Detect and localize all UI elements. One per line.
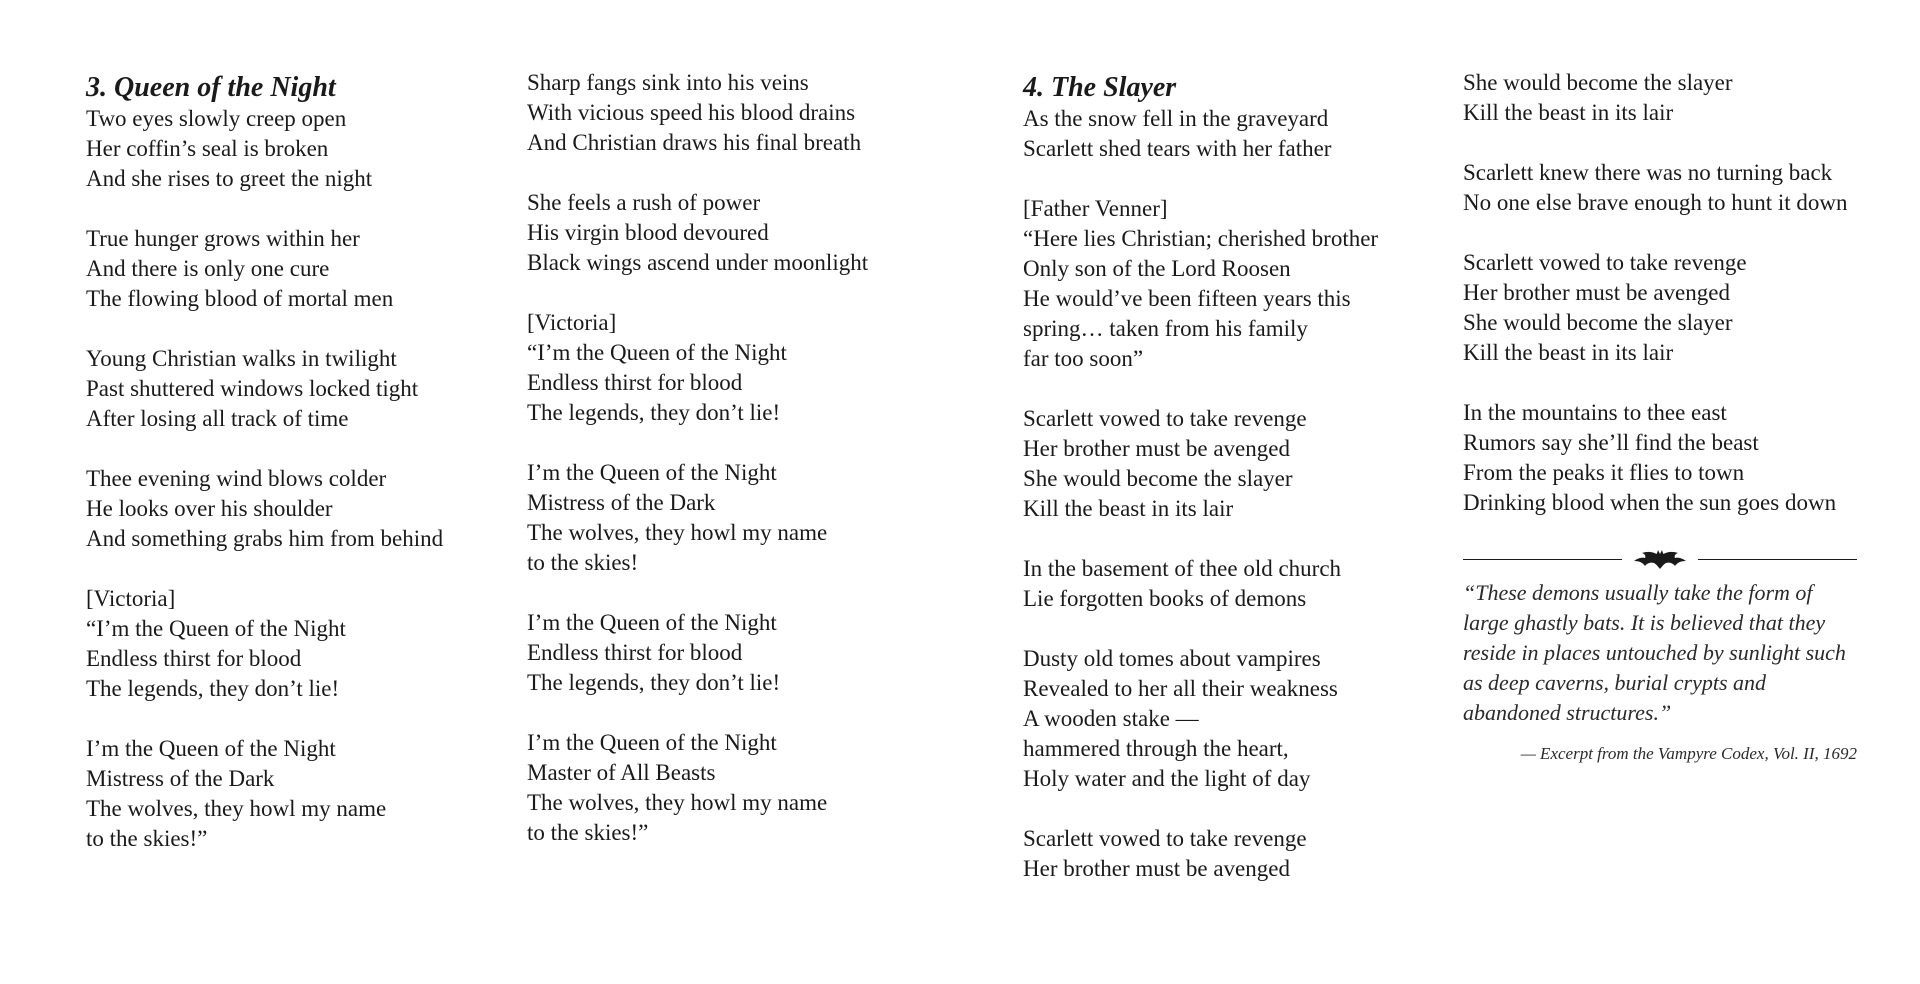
stanza: [86, 224, 516, 314]
song4-col3-stanzas: [1023, 104, 1453, 884]
song3-column-1: [86, 68, 516, 884]
lyric-line: Scarlett knew there was no turning back: [1463, 160, 1833, 185]
lyric-line: I’m the Queen of the Night: [86, 736, 336, 761]
stanza: [1023, 554, 1453, 614]
lyric-line: Past shuttered windows locked tight: [86, 376, 419, 401]
stanza: [1463, 248, 1883, 368]
lyric-line: I’m the Queen of the Night: [527, 610, 777, 635]
divider-rule-right: [1698, 559, 1857, 560]
lyric-line: Thee evening wind blows colder: [86, 466, 387, 491]
lyric-line: A wooden stake —: [1023, 706, 1199, 731]
song4-title: 4. The Slayer: [1023, 72, 1177, 103]
lyric-line: The legends, they don’t lie!: [86, 676, 340, 701]
lyric-line: [Victoria]: [86, 586, 176, 611]
lyric-line: The legends, they don’t lie!: [527, 670, 781, 695]
lyric-line: And something grabs him from behind: [86, 526, 444, 551]
stanza: [527, 308, 957, 428]
quote-attribution: — Excerpt from the Vampyre Codex, Vol. II, 1692: [1520, 744, 1857, 763]
lyric-line: Endless thirst for blood: [86, 646, 302, 671]
song3-col1-stanzas: [86, 104, 516, 854]
bat-icon: [1632, 548, 1688, 570]
quote-line: reside in places untouched by sunlight such: [1463, 640, 1846, 665]
lyric-line: Only son of the Lord Roosen: [1023, 256, 1291, 281]
stanza: [527, 458, 957, 578]
lyric-line: “Here lies Christian; cherished brother: [1023, 226, 1379, 251]
lyric-line: Kill the beast in its lair: [1023, 496, 1234, 521]
lyric-line: Young Christian walks in twilight: [86, 346, 397, 371]
quote-line: “These demons usually take the form of: [1463, 580, 1813, 605]
stanza: [1463, 68, 1883, 128]
lyric-line: Scarlett vowed to take revenge: [1023, 826, 1307, 851]
lyric-line: I’m the Queen of the Night: [527, 730, 777, 755]
lyric-line: I’m the Queen of the Night: [527, 460, 777, 485]
stanza: [527, 68, 957, 158]
lyric-line: The legends, they don’t lie!: [527, 400, 781, 425]
lyric-line: Revealed to her all their weakness: [1023, 676, 1338, 701]
lyric-line: From the peaks it flies to town: [1463, 460, 1745, 485]
lyric-line: No one else brave enough to hunt it down: [1463, 190, 1848, 215]
lyric-line: The wolves, they howl my name: [527, 790, 828, 815]
lyric-line: Drinking blood when the sun goes down: [1463, 490, 1837, 515]
song4-column-1: [1023, 68, 1453, 914]
lyric-line: In the basement of thee old church: [1023, 556, 1342, 581]
stanza: [86, 104, 516, 194]
lyric-line: He looks over his shoulder: [86, 496, 333, 521]
lyric-line: The wolves, they howl my name: [86, 796, 387, 821]
lyric-line: Scarlett vowed to take revenge: [1023, 406, 1307, 431]
stanza: [86, 734, 516, 854]
stanza: [527, 608, 957, 698]
lyric-line: Her brother must be avenged: [1023, 856, 1290, 881]
lyric-line: And she rises to greet the night: [86, 166, 373, 191]
stanza: [1463, 158, 1883, 218]
lyric-line: “I’m the Queen of the Night: [527, 340, 787, 365]
lyric-line: Her brother must be avenged: [1023, 436, 1290, 461]
divider-rule-left: [1463, 559, 1622, 560]
lyric-line: Lie forgotten books of demons: [1023, 586, 1307, 611]
lyric-line: [Father Venner]: [1023, 196, 1168, 221]
lyric-line: to the skies!”: [86, 826, 208, 851]
lyric-line: Two eyes slowly creep open: [86, 106, 347, 131]
stanza: [86, 584, 516, 704]
stanza: [1023, 824, 1453, 884]
song3-col2-stanzas: [527, 68, 957, 848]
lyric-line: Mistress of the Dark: [527, 490, 716, 515]
lyric-line: Scarlett vowed to take revenge: [1463, 250, 1747, 275]
lyric-line: Scarlett shed tears with her father: [1023, 136, 1332, 161]
lyric-line: She would become the slayer: [1023, 466, 1293, 491]
lyric-line: Mistress of the Dark: [86, 766, 275, 791]
lyric-line: to the skies!: [527, 550, 639, 575]
lyric-line: Master of All Beasts: [527, 760, 716, 785]
lyric-line: As the snow fell in the graveyard: [1023, 106, 1329, 131]
lyric-line: Holy water and the light of day: [1023, 766, 1311, 791]
divider-ornament: [1463, 548, 1857, 570]
stanza: [86, 464, 516, 554]
lyric-line: Her coffin’s seal is broken: [86, 136, 329, 161]
quote-line: abandoned structures.”: [1463, 700, 1672, 725]
stanza: [1023, 194, 1453, 374]
codex-quote: [1463, 578, 1863, 728]
song3-column-2: [527, 68, 957, 878]
lyric-line: The flowing blood of mortal men: [86, 286, 394, 311]
lyric-line: hammered through the heart,: [1023, 736, 1289, 761]
stanza: [527, 728, 957, 848]
song4-column-2: [1463, 68, 1883, 766]
stanza: [1463, 398, 1883, 518]
lyric-line: Kill the beast in its lair: [1463, 340, 1674, 365]
lyric-line: With vicious speed his blood drains: [527, 100, 856, 125]
quote-line: as deep caverns, burial crypts and: [1463, 670, 1767, 695]
song4-col4-stanzas: [1463, 68, 1883, 518]
lyric-line: Dusty old tomes about vampires: [1023, 646, 1321, 671]
lyric-line: far too soon”: [1023, 346, 1144, 371]
lyric-line: And Christian draws his final breath: [527, 130, 862, 155]
lyric-line: Rumors say she’ll find the beast: [1463, 430, 1759, 455]
song3-title: 3. Queen of the Night: [86, 72, 336, 103]
lyric-line: He would’ve been fifteen years this: [1023, 286, 1351, 311]
lyric-line: And there is only one cure: [86, 256, 330, 281]
lyric-line: She would become the slayer: [1463, 310, 1733, 335]
stanza: [527, 188, 957, 278]
stanza: [1023, 104, 1453, 164]
lyric-line: Kill the beast in its lair: [1463, 100, 1674, 125]
lyric-line: His virgin blood devoured: [527, 220, 769, 245]
lyric-line: Endless thirst for blood: [527, 640, 743, 665]
lyric-line: “I’m the Queen of the Night: [86, 616, 346, 641]
lyric-line: [Victoria]: [527, 310, 617, 335]
quote-line: large ghastly bats. It is believed that they: [1463, 610, 1826, 635]
lyric-line: Black wings ascend under moonlight: [527, 250, 869, 275]
lyric-line: Endless thirst for blood: [527, 370, 743, 395]
stanza: [1023, 404, 1453, 524]
lyric-line: She would become the slayer: [1463, 70, 1733, 95]
stanza: [1023, 644, 1453, 794]
lyric-line: to the skies!”: [527, 820, 649, 845]
lyric-line: Sharp fangs sink into his veins: [527, 70, 809, 95]
lyric-line: In the mountains to thee east: [1463, 400, 1727, 425]
stanza: [86, 344, 516, 434]
lyric-line: The wolves, they howl my name: [527, 520, 828, 545]
lyric-line: True hunger grows within her: [86, 226, 360, 251]
lyric-line: She feels a rush of power: [527, 190, 761, 215]
lyric-line: After losing all track of time: [86, 406, 349, 431]
lyric-line: spring… taken from his family: [1023, 316, 1308, 341]
lyric-line: Her brother must be avenged: [1463, 280, 1730, 305]
